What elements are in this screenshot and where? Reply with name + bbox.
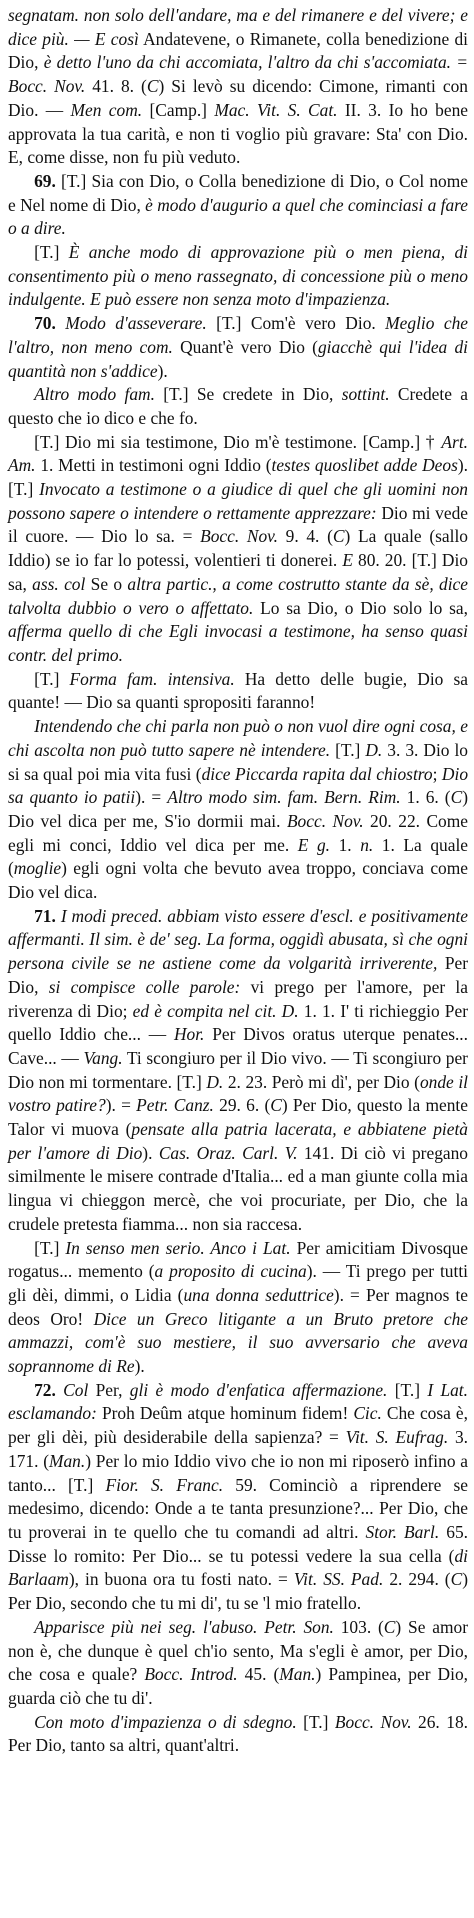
entry-paragraph: 69. [T.] Sia con Dio, o Colla benedizione di Dio, o Col nome e Nel nome di Dio, è modo d'augurio a quel che cominciasi a fare o a dire.	[8, 170, 468, 239]
entry-paragraph: [T.] Dio mi sia testimone, Dio m'è testimone. [Camp.] † Art. Am. 1. Metti in testimoni ogni Iddio (testes quoslibet adde Deos). [T.] Invocato a testimone o a giudice di quel che gli uomini non possono sapere o intendere o rettamente apprezzare: Dio mi vede il cuore. — Dio lo sa. = Bocc. Nov. 9. 4. (C) La quale (sallo Iddio) se io far lo potessi, volentieri ti donerei. E 80. 20. [T.] Dio sa, ass. col Se o altra partic., a come costrutto stante da sè, dice talvolta dubbio o vero o affettato. Lo sa Dio, o Dio solo lo sa, afferma quello di che Egli invocasi a testimone, ha senso quasi contr. del primo.	[8, 431, 468, 665]
entry-paragraph: [T.] È anche modo di approvazione più o men piena, di consentimento più o meno rassegnato, di concessione più o meno indulgente. E può essere non senza moto d'impazienza.	[8, 242, 468, 310]
entry-paragraph: Intendendo che chi parla non può o non vuol dire ogni cosa, e chi ascolta non può tutto sapere nè intendere. [T.] D. 3. 3. Dio lo si sa qual poi mia vita fusi (dice Piccarda rapita dal chiostro; Dio sa quanto io patii). = Altro modo sim. fam. Bern. Rim. 1. 6. (C) Dio vel dica per me, S'io dormii mai. Bocc. Nov. 20. 22. Come egli mi conci, Iddio vel dica per me. E g. 1. n. 1. La quale (moglie) egli ogni volta che bevuto avea troppo, conciava come Dio vel dica.	[8, 716, 469, 903]
entry-paragraph: [T.] In senso men serio. Anco i Lat. Per amicitiam Divosque rogatus... memento (a proposito di cucina). — Ti prego per tutti gli dèi, dimmi, o Lidia (una donna seduttrice). = Per magnos te deos Oro! Dice un Greco litigante a un Bruto pretore che ammazzi, com'è suo mestiere, il suo avversario che aveva soprannome di Re).	[8, 1237, 469, 1377]
entry-paragraph: Con moto d'impazienza o di sdegno. [T.] Bocc. Nov. 26. 18. Per Dio, tanto sa altri, quant'altri.	[8, 1711, 468, 1756]
entry-paragraph: 71. I modi preced. abbiam visto essere d'escl. e positivamente affermanti. Il sim. è de' seg. La forma, oggidì abusata, sì che ogni persona civile se ne astiene come da volgarità irriverente, Per Dio, si compisce colle parole: vi prego per l'amore, per la riverenza di Dio; ed è compita nel cit. D. 1. 1. I' ti richieggio Per quello Iddio che... — Hor. Per Divos oratus uterque penates... Cave... — Vang. Ti scongiuro per il Dio vivo. — Ti scongiuro per Dio non mi tormentare. [T.] D. 2. 23. Però mi dì', per Dio (onde il vostro patire?). = Petr. Canz. 29. 6. (C) Per Dio, questo la mente Talor vi muova (pensate alla patria lacerata, e abbiatene pietà per l'amore di Dio). Cas. Oraz. Carl. V. 141. Di ciò vi pregano similmente le misere contrade d'Italia... ed a man giunte colla mia lingua vi chieggon mercè, che voi procuriate, per Dio, che la crudele pretesta fiamma... non sia raccesa.	[8, 905, 469, 1234]
entry-paragraph: segnatam. non solo dell'andare, ma e del rimanere e del vivere; e dice più. — E così Andatevene, o Rimanete, colla benedizione di Dio, è detto l'uno da chi accomiata, l'altro da chi s'accomiata. = Bocc. Nov. 41. 8. (C) Si levò su dicendo: Cimone, rimanti con Dio. — Men com. [Camp.] Mac. Vit. S. Cat. II. 3. Io ho bene approvata la tua carità, e non ti voglio più gravare: Sta' con Dio. E, come disse, non fu più veduto.	[8, 5, 469, 168]
entry-paragraph: 72. Col Per, gli è modo d'enfatica affermazione. [T.] I Lat. esclamando: Proh Deûm atque hominum fidem! Cic. Che cosa è, per gli dèi, più desiderabile della sapienza? = Vit. S. Eufrag. 3. 171. (Man.) Per lo mio Iddio vivo che io non mi riposerò infino a tanto... [T.] Fior. S. Franc. 59. Cominciò a riprendere se medesimo, dicendo: Onde a te tanta presunzione?... Per Dio, che tu proverai in te quello che tu comandi ad altri. Stor. Barl. 65. Disse lo romito: Per Dio... se tu potessi vedere la sua cella (di Barlaam), in buona ora tu fosti nato. = Vit. SS. Pad. 2. 294. (C) Per Dio, secondo che tu mi di', tu se 'l mio fratello.	[8, 1379, 469, 1614]
entry-paragraph: [T.] Forma fam. intensiva. Ha detto delle bugie, Dio sa quante! — Dio sa quanti spropositi faranno!	[8, 668, 468, 713]
entry-paragraph: Altro modo fam. [T.] Se credete in Dio, sottint. Credete a questo che io dico e che fo.	[8, 384, 468, 428]
entry-paragraph: 70. Modo d'asseverare. [T.] Com'è vero Dio. Meglio che l'altro, non meno com. Quant'è vero Dio (giacchè qui l'idea di quantità non s'addice).	[8, 313, 468, 381]
entry-paragraph: Apparisce più nei seg. l'abuso. Petr. Son. 103. (C) Se amor non è, che dunque è quel ch'io sento, Ma s'egli è amor, per Dio, che cosa e quale? Bocc. Introd. 45. (Man.) Pampinea, per Dio, guarda ciò che tu di'.	[8, 1616, 468, 1708]
